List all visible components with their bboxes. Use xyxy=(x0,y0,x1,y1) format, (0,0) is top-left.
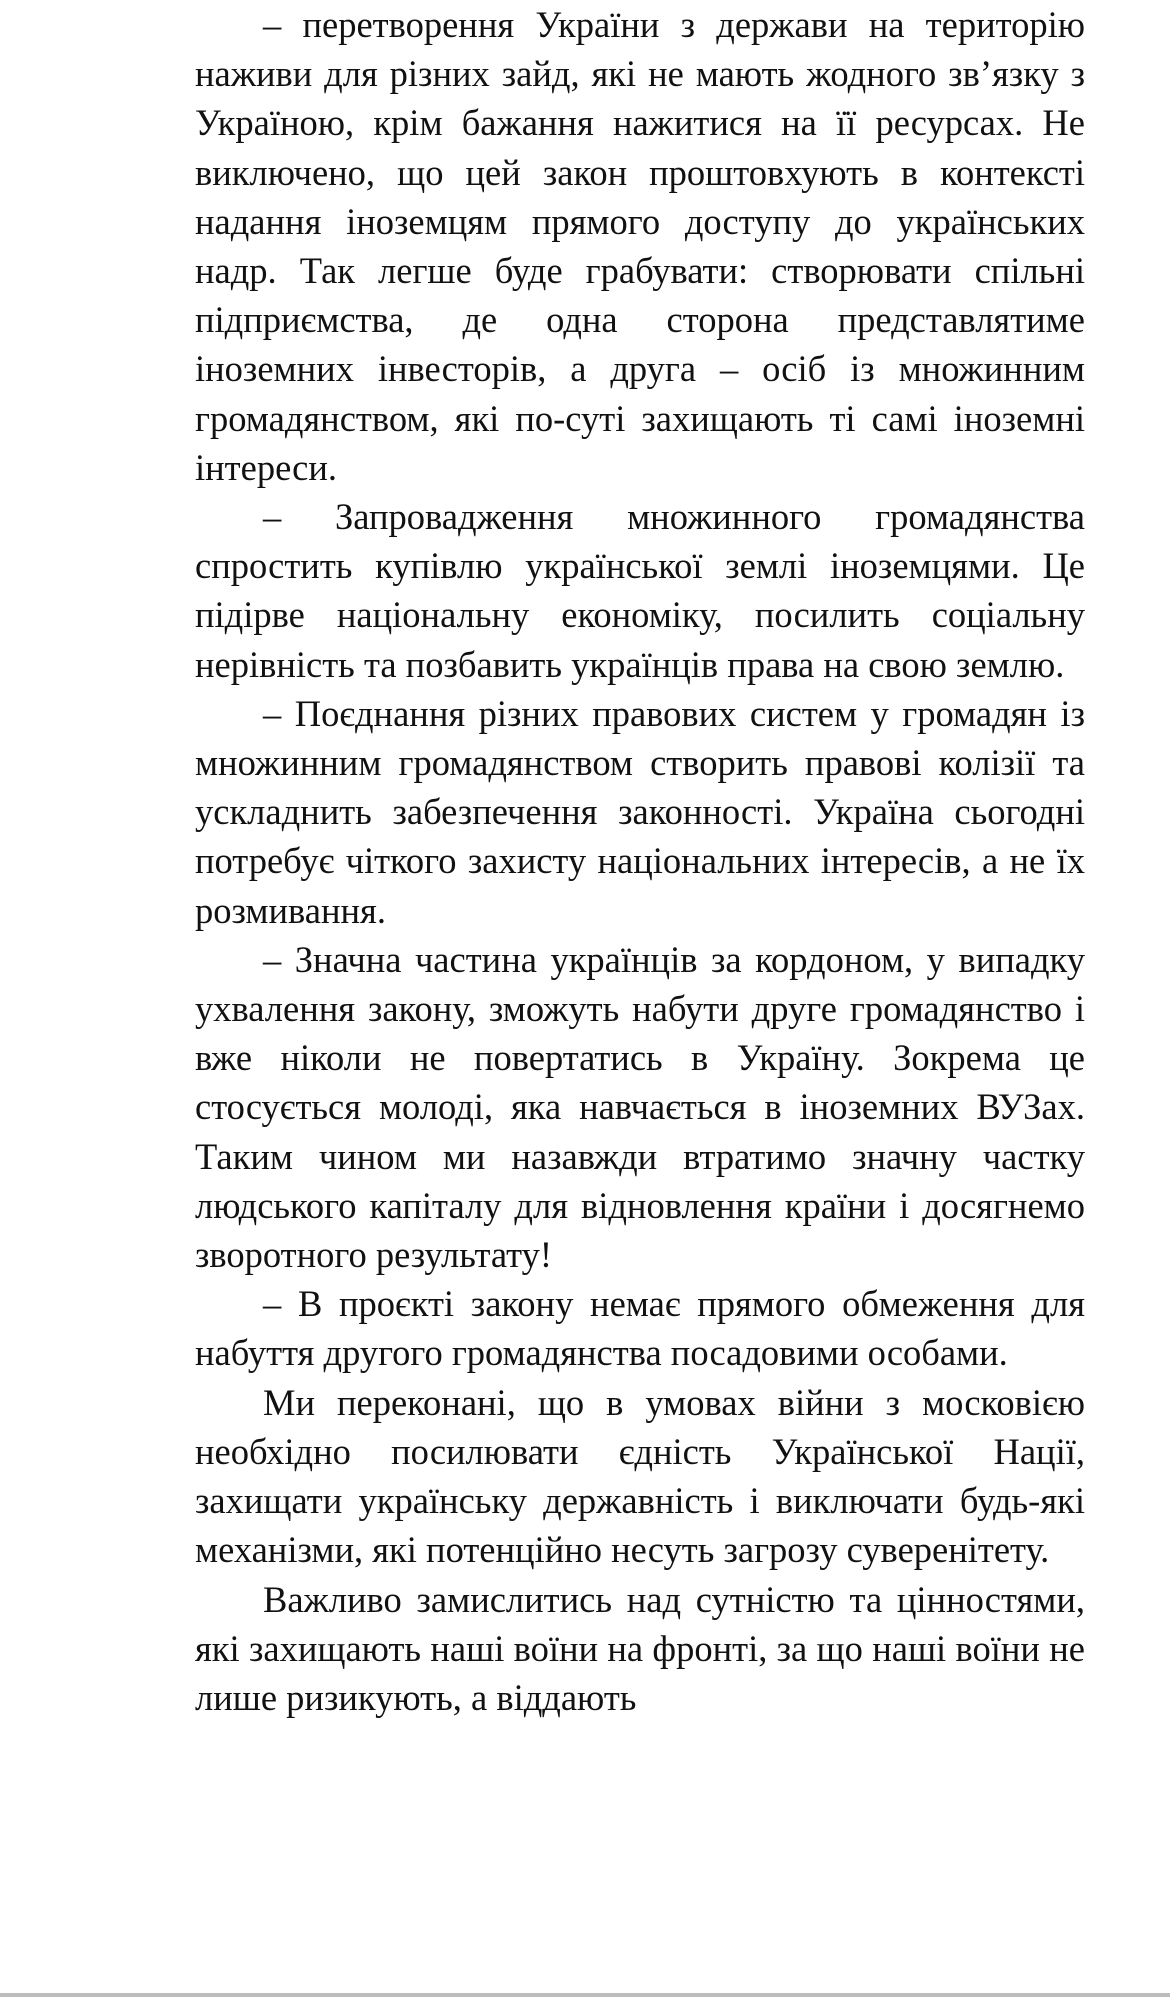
paragraph-warriors-values: Важливо замислитись над сутністю та цінностями, які захищають наші воїни на фронті, за що наші воїни не лише ризикують, а віддають xyxy=(195,1578,1085,1718)
paragraph-territory-exploitation: – перетворення України з держави на територію наживи для різних зайд, які не мають жодного зв’язку з Україною, крім бажання нажитися на її ресурсах. Не виключено, що цей закон проштовхують в контексті надання іноземцям прямого доступу до українських надр. Так легше буде грабувати: створювати спільні підприємства, де одна сторона представлятиме іноземних інвесторів, а друга – осіб із множинним громадянством, які по-суті захищають ті самі іноземні інтереси. xyxy=(195,4,1085,488)
document-body xyxy=(195,0,1085,1722)
paragraph-emigration: – Значна частина українців за кордоном, у випадку ухвалення закону, зможуть набути друге громадянство і вже ніколи не повертатись в Україну. Зокрема це стосується молоді, яка навчається в іноземних ВУЗах. Таким чином ми назавжди втратимо значну частку людського капіталу для відновлення країни і досягнемо зворотного результату! xyxy=(195,938,1085,1276)
page-bottom-edge xyxy=(0,1993,1170,1997)
paragraph-land-purchase: – Запровадження множинного громадянства спростить купівлю української землі іноземцями. Це підірве національну економіку, посилить соціальну нерівність та позбавить українців права на свою землю. xyxy=(195,496,1085,685)
paragraph-legal-collisions: – Поєднання різних правових систем у громадян із множинним громадянством створить правові колізії та ускладнить забезпечення законності. Україна сьогодні потребує чіткого захисту національних інтересів, а не їх розмивання. xyxy=(195,692,1085,931)
paragraph-officials-restriction: – В проєкті закону немає прямого обмеження для набуття другого громадянства посадовими особами. xyxy=(195,1283,1085,1374)
paragraph-national-unity: Ми переконані, що в умовах війни з московією необхідно посилювати єдність Української Нації, захищати українську державність і виключати будь-які механізми, які потенційно несуть загрозу суверенітету. xyxy=(195,1381,1085,1571)
